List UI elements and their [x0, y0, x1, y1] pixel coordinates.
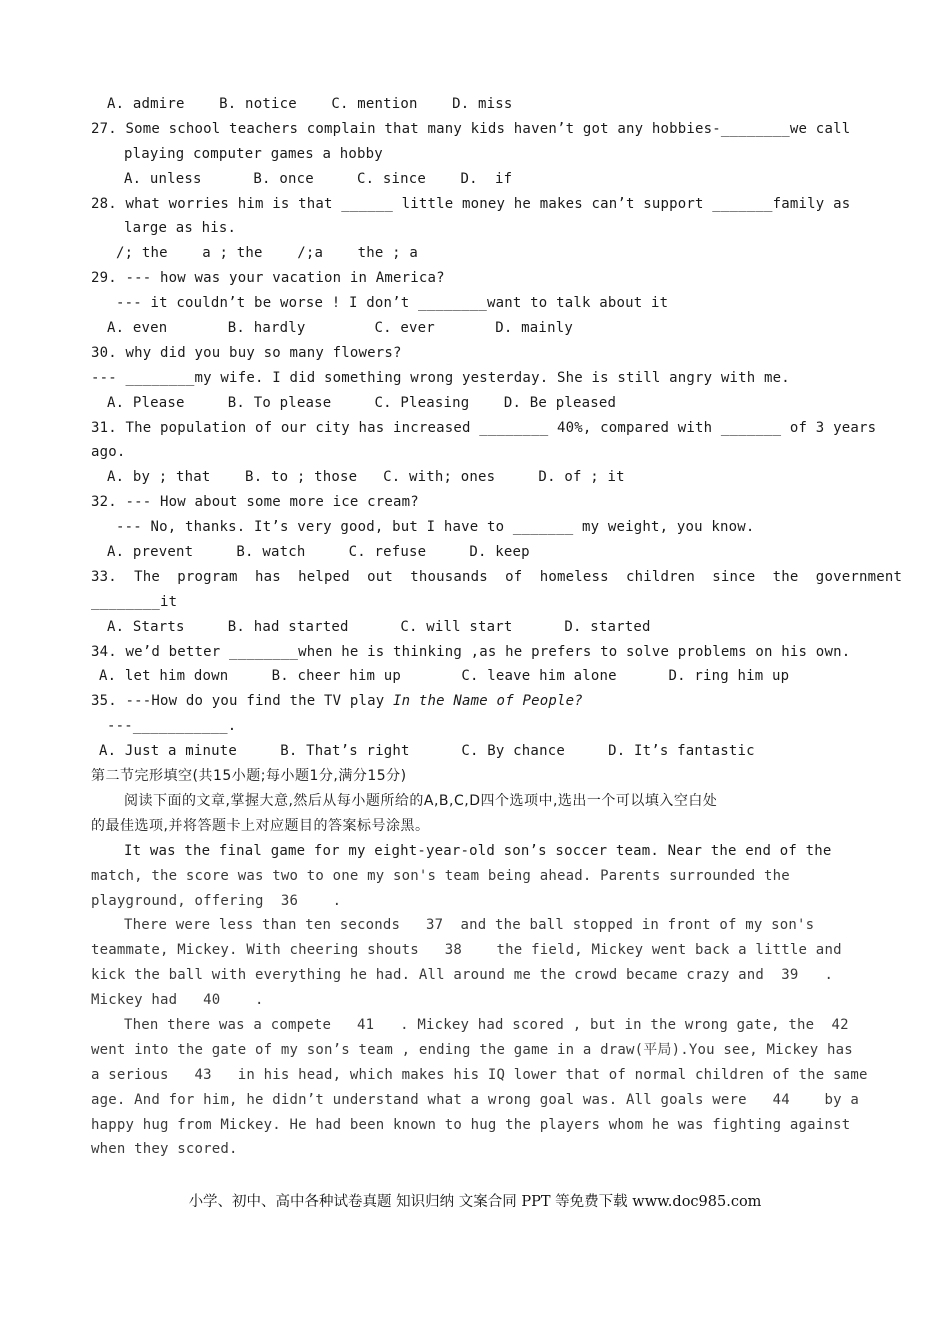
line-text: ---___________. — [107, 718, 237, 735]
line-text: It was the final game for my eight-year-old son’s soccer team. Near the end of the — [124, 842, 832, 859]
line-text: There were less than ten seconds 37 and the ball stopped in front of my son's — [124, 917, 815, 934]
text-line — [0, 391, 950, 416]
text-line — [0, 341, 950, 366]
text-line — [0, 465, 950, 490]
text-line — [0, 864, 950, 889]
line-text: /; the a ; the /;a the ; a — [116, 245, 419, 262]
line-text: teammate, Mickey. With cheering shouts 38 the field, Mickey went back a little and — [91, 942, 842, 959]
line-text: 32. --- How about some more ice cream? — [91, 494, 419, 511]
text-line — [0, 1013, 950, 1038]
text-line — [0, 316, 950, 341]
line-text: 31. The population of our city has increased ________ 40%, compared with _______ of 3 years — [91, 419, 877, 436]
text-line — [0, 1137, 950, 1162]
text-line — [0, 640, 950, 665]
line-text: age. And for him, he didn’t understand what a wrong goal was. All goals were 44 by a — [91, 1091, 859, 1108]
line-text: A. Please B. To please C. Pleasing D. Be pleased — [107, 394, 617, 411]
line-text: A. prevent B. watch C. refuse D. keep — [107, 544, 530, 561]
line-text: A. unless B. once C. since D. if — [124, 170, 513, 187]
line-text: 29. --- how was your vacation in America? — [91, 270, 445, 287]
text-line — [0, 366, 950, 391]
line-text: 28. what worries him is that ______ little money he makes can’t support _______family as — [91, 195, 851, 212]
line-text: 阅读下面的文章,掌握大意,然后从每小题所给的A,B,C,D四个选项中,选出一个可以填入空白处 — [124, 792, 718, 809]
line-text: A. Just a minute B. That’s right C. By chance D. It’s fantastic — [99, 743, 755, 760]
page-footer: 小学、初中、高中各种试卷真题 知识归纳 文案合同 PPT 等免费下载 www.doc985.com — [188, 1194, 762, 1210]
exam-page — [0, 92, 950, 1162]
line-text: A. admire B. notice C. mention D. miss — [107, 96, 513, 112]
text-line — [0, 739, 950, 764]
text-line — [0, 216, 950, 241]
line-text: 27. Some school teachers complain that many kids haven’t got any hobbies-________we call — [91, 120, 851, 137]
text-line — [0, 416, 877, 441]
text-line — [0, 291, 950, 316]
text-line — [0, 789, 950, 814]
line-text: ________it — [91, 593, 178, 610]
line-text: went into the gate of my son’s team , ending the game in a draw(平局).You see, Mickey has — [91, 1041, 853, 1058]
line-text: 30. why did you buy so many flowers? — [91, 344, 402, 361]
line-text: A. let him down B. cheer him up C. leave him alone D. ring him up — [99, 668, 790, 685]
line-text: --- it couldn’t be worse ! I don’t ________want to talk about it — [116, 295, 669, 312]
line-text: A. even B. hardly C. ever D. mainly — [107, 320, 573, 337]
line-text: match, the score was two to one my son's team being ahead. Parents surrounded the — [91, 867, 790, 884]
text-line — [0, 192, 858, 217]
text-line — [0, 167, 950, 192]
line-text: Then there was a compete 41 . Mickey had scored , but in the wrong gate, the 42 — [124, 1016, 849, 1033]
line-text: 的最佳选项,并将答题卡上对应题目的答案标号涂黑。 — [91, 817, 430, 834]
play-title: In the Name of People? — [393, 693, 583, 710]
text-line — [0, 490, 950, 515]
text-line — [0, 92, 950, 117]
text-line — [0, 1088, 950, 1113]
line-text: a serious 43 in his head, which makes his IQ lower that of normal children of the same — [91, 1066, 868, 1083]
line-text: playing computer games a hobby — [124, 145, 383, 162]
text-line — [0, 963, 950, 988]
text-line — [0, 117, 858, 142]
line-text: A. by ; that B. to ; those C. with; ones D. of ; it — [107, 469, 625, 486]
line-text: 33. The program has helped out thousands of homeless children since the government — [91, 568, 903, 585]
text-line — [0, 913, 950, 938]
text-line — [0, 590, 950, 615]
line-text: 第二节完形填空(共15小题;每小题1分,满分15分) — [91, 768, 407, 785]
line-text: happy hug from Mickey. He had been known to hug the players whom he was fighting against — [91, 1116, 851, 1133]
text-line — [0, 565, 903, 590]
text-line — [0, 615, 950, 640]
line-text: A. Starts B. had started C. will start D. started — [107, 618, 651, 635]
text-line — [0, 1063, 950, 1088]
text-line — [0, 988, 950, 1013]
text-line — [0, 889, 950, 914]
line-text: large as his. — [124, 220, 237, 237]
text-line — [0, 266, 950, 291]
line-text: kick the ball with everything he had. All around me the crowd became crazy and 39 . — [91, 967, 834, 984]
line-text: 35. ---How do you find the TV play — [91, 693, 394, 710]
text-line — [0, 839, 950, 864]
text-line — [0, 440, 950, 465]
text-line — [0, 515, 950, 540]
text-line — [0, 814, 950, 839]
line-text: playground, offering 36 . — [91, 892, 342, 909]
line-text: --- ________my wife. I did something wrong yesterday. She is still angry with me. — [91, 369, 790, 386]
text-line — [0, 540, 950, 565]
text-line — [0, 714, 950, 739]
line-text: when they scored. — [91, 1141, 238, 1158]
text-line — [0, 241, 950, 266]
text-line — [0, 689, 950, 714]
line-text: --- No, thanks. It’s very good, but I have to _______ my weight, you know. — [116, 519, 755, 536]
text-line — [0, 664, 950, 689]
text-line — [0, 142, 950, 167]
text-line — [0, 1113, 950, 1138]
line-text: Mickey had 40 . — [91, 992, 264, 1009]
line-text: 34. we’d better ________when he is thinking ,as he prefers to solve problems on his own. — [91, 643, 851, 660]
text-line — [0, 764, 950, 789]
text-line — [0, 938, 950, 963]
text-line — [0, 1038, 950, 1063]
line-text: ago. — [91, 444, 126, 461]
